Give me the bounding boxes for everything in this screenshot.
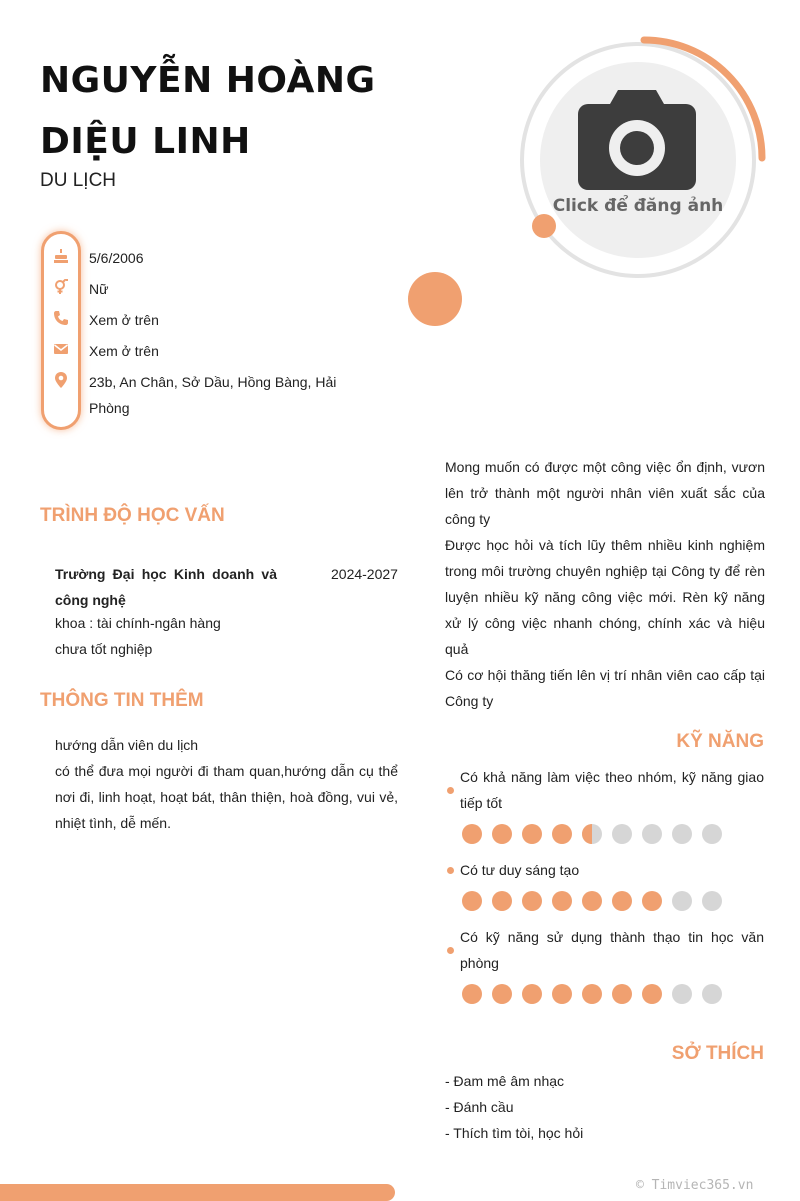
skill-dot	[492, 824, 512, 844]
skill-dot	[522, 984, 542, 1004]
skill-dot	[642, 891, 662, 911]
skill-rating	[462, 891, 722, 911]
education-period: 2024-2027	[331, 566, 398, 582]
skill-dot	[642, 824, 662, 844]
skill-dot	[492, 984, 512, 1004]
extra-info-title: THÔNG TIN THÊM	[40, 690, 204, 711]
skill-bullet	[447, 947, 454, 954]
skill-dot	[522, 824, 542, 844]
objective-line: Mong muốn có được một công việc ổn định, vươn lên trở thành một người nhân viên xuất sắc của công ty	[445, 459, 765, 527]
gender-icon	[53, 279, 69, 295]
phone-icon	[53, 310, 69, 326]
skill-name: Có khả năng làm việc theo nhóm, kỹ năng giao tiếp tốt	[460, 769, 764, 811]
extra-info-description: có thể đưa mọi người đi tham quan,hướng dẫn cụ thể nơi đi, linh hoạt, hoạt bát, thân thiện, hoà đồng, vui vẻ, nhiệt tình, dễ mến.	[55, 763, 398, 831]
career-objective	[445, 454, 765, 714]
watermark: © Timviec365.vn	[636, 1178, 754, 1193]
objective-line: Có cơ hội thăng tiến lên vị trí nhân viên cao cấp tại Công ty	[445, 667, 765, 709]
hobbies-title: SỞ THÍCH	[671, 1043, 764, 1064]
skill-dot	[522, 891, 542, 911]
location-pin-icon	[53, 372, 69, 388]
skill-dot	[582, 891, 602, 911]
skill-bullet	[447, 867, 454, 874]
skill-dot	[582, 984, 602, 1004]
skill-dot	[702, 891, 722, 911]
skill-dot	[612, 984, 632, 1004]
skill-dot	[462, 891, 482, 911]
job-title: DU LỊCH	[40, 170, 117, 191]
education-school: Trường Đại học Kinh doanh và công nghệ	[55, 566, 277, 608]
skill-dot	[552, 891, 572, 911]
contact-birthday: 5/6/2006	[89, 250, 144, 266]
skill-dot	[612, 891, 632, 911]
skill-dot	[492, 891, 512, 911]
education-status: chưa tốt nghiệp	[55, 641, 153, 657]
camera-icon[interactable]	[578, 90, 696, 192]
hobby-item: - Thích tìm tòi, học hỏi	[445, 1125, 584, 1141]
skill-dot	[672, 891, 692, 911]
hobbies-list	[445, 1068, 765, 1146]
contact-gender: Nữ	[89, 281, 109, 297]
skill-dot	[462, 824, 482, 844]
skill-dot	[552, 824, 572, 844]
skill-dot	[672, 984, 692, 1004]
email-icon	[53, 341, 69, 357]
candidate-name: NGUYỄN HOÀNG DIỆU LINH	[40, 60, 376, 162]
objective-line: Được học hỏi và tích lũy thêm nhiều kinh nghiệm trong môi trường chuyên nghiệp tại Công ty để rèn luyện nhiều kỹ năng công việc mới. Rèn kỹ năng xử lý công việc nhanh chóng, chính xác và hiệu quả	[445, 537, 765, 657]
skill-dot	[702, 824, 722, 844]
skill-bullet	[447, 787, 454, 794]
skill-rating	[462, 984, 722, 1004]
skill-dot	[642, 984, 662, 1004]
decor-dot-small	[532, 214, 556, 238]
skills-title: KỸ NĂNG	[676, 731, 764, 752]
skill-dot	[462, 984, 482, 1004]
skill-dot	[672, 824, 692, 844]
birthday-cake-icon	[53, 248, 69, 264]
education-faculty: khoa : tài chính-ngân hàng	[55, 615, 221, 631]
skill-name: Có tư duy sáng tạo	[460, 862, 580, 878]
skill-dot	[612, 824, 632, 844]
skill-dot	[702, 984, 722, 1004]
upload-photo-caption[interactable]: Click để đăng ảnh	[552, 196, 724, 216]
contact-address: 23b, An Chân, Sở Dầu, Hồng Bàng, Hải Phòng	[89, 374, 337, 416]
contact-phone: Xem ở trên	[89, 312, 159, 328]
hobby-item: - Đánh cầu	[445, 1099, 514, 1115]
skill-dot	[582, 824, 602, 844]
education-title: TRÌNH ĐỘ HỌC VẤN	[40, 505, 225, 526]
skill-name: Có kỹ năng sử dụng thành thạo tin học văn phòng	[460, 929, 764, 971]
hobby-item: - Đam mê âm nhạc	[445, 1073, 565, 1089]
skill-rating	[462, 824, 722, 844]
bottom-accent-bar	[0, 1184, 395, 1201]
extra-info-line: hướng dẫn viên du lịch	[55, 737, 199, 753]
decor-dot-large	[408, 272, 462, 326]
contact-email: Xem ở trên	[89, 343, 159, 359]
skill-dot	[552, 984, 572, 1004]
